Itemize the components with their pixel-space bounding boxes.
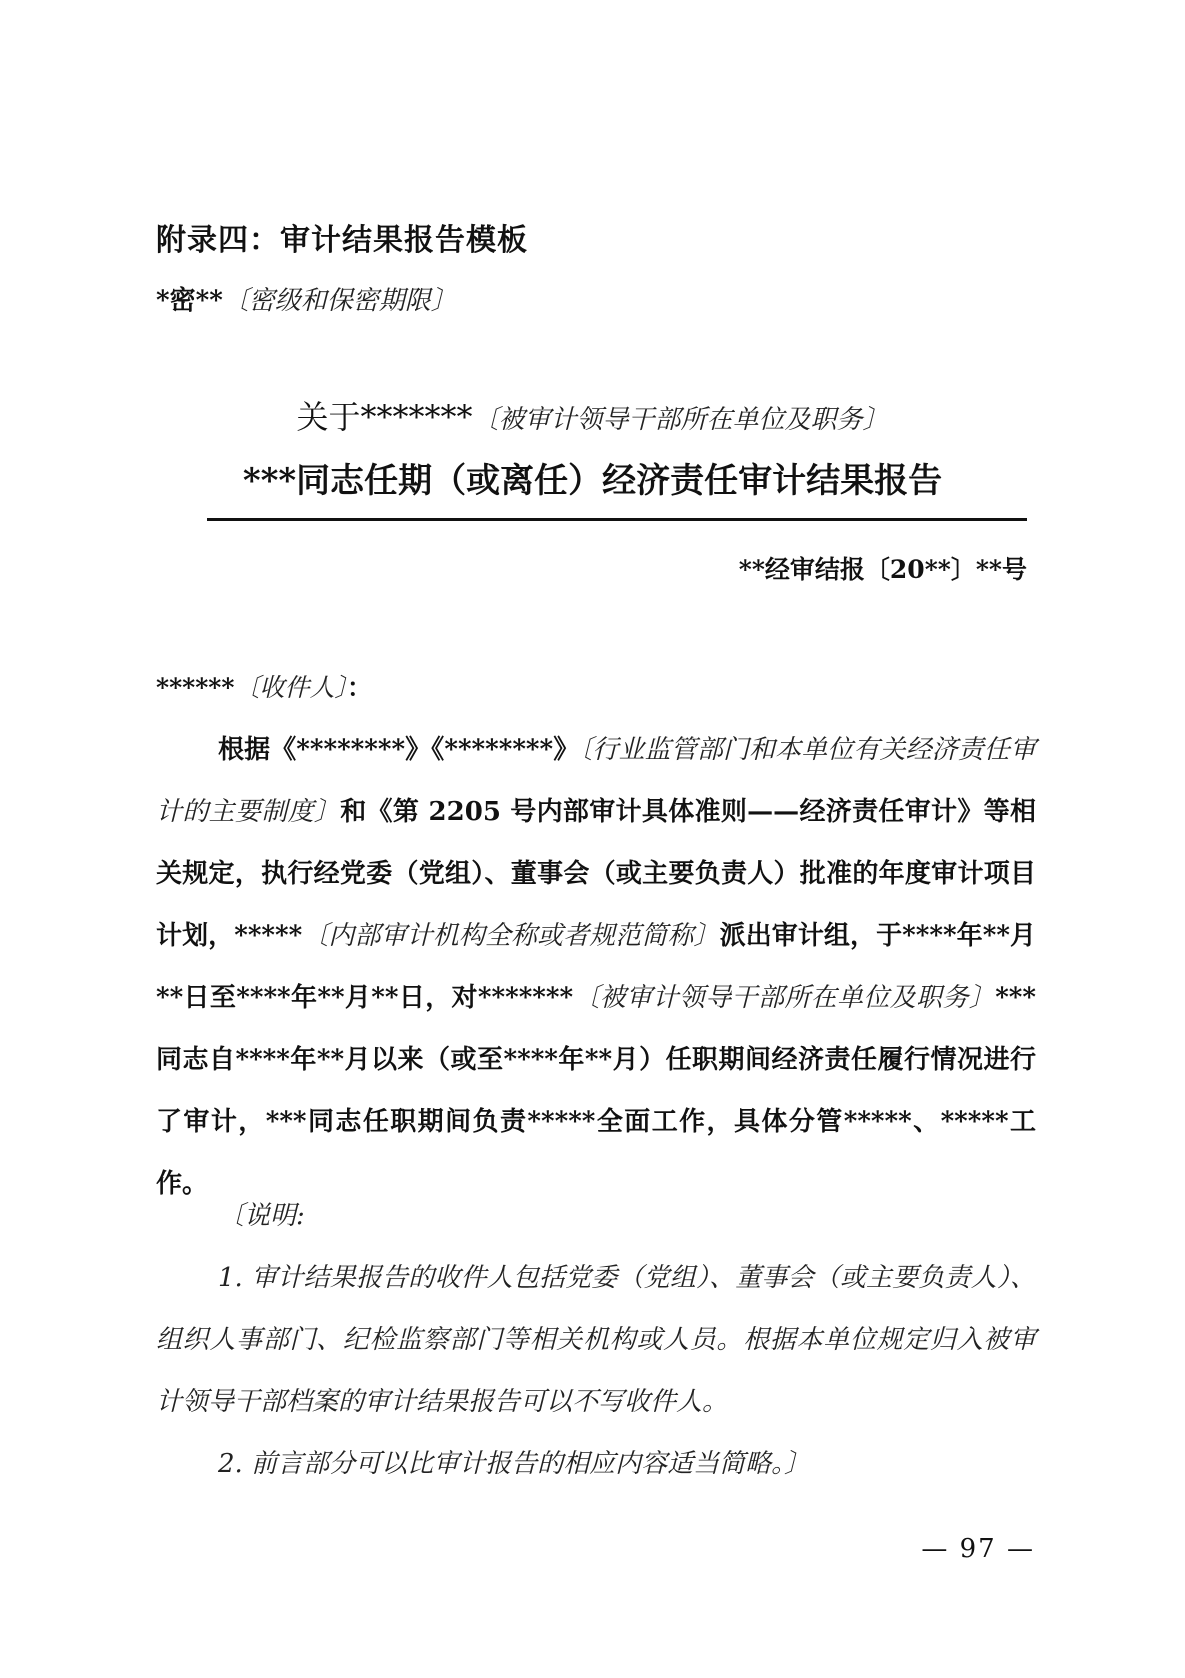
title-divider (207, 518, 1027, 521)
page-number: — 97 — (921, 1534, 1035, 1564)
title-prefix: 关于******* (296, 398, 473, 436)
body-note-2: 〔内部审计机构全称或者规范简称〕 (302, 921, 720, 951)
secrecy-line (156, 280, 457, 317)
recipient-note: 〔收件人〕 (234, 673, 347, 702)
recipient-line (156, 668, 372, 704)
document-number: **经审结报〔20**〕**号 (738, 555, 1027, 584)
body-note-1: 〔行业监管部门和本单位有关经济责任审计的主要制度〕 (156, 735, 1036, 827)
body-note-3: 〔被审计领导干部所在单位及职务〕 (573, 983, 996, 1013)
note-item-1: 1. 审计结果报告的收件人包括党委（党组）、董事会（或主要负责人）、组织人事部门、纪检监察部门等相关机构或人员。根据本单位规定归入被审计领导干部档案的审计结果报告可以不写收件人。 (156, 1263, 1036, 1417)
recipient-mark: ****** (156, 673, 235, 702)
note-item-2: 2. 前言部分可以比审计报告的相应内容适当简略。〕 (218, 1449, 811, 1479)
title-unit-note: 〔被审计领导干部所在单位及职务〕 (472, 405, 889, 435)
recipient-colon: ： (346, 673, 372, 702)
body-segment-3: 派出审计组，于****年**月**日至****年**月**日，对******* (156, 921, 1036, 1013)
body-segment-1: 根据《********》《********》 (218, 735, 580, 765)
report-title-line1 (0, 392, 1185, 438)
report-title-line2: ***同志任期（或离任）经济责任审计结果报告 (242, 461, 943, 501)
secrecy-mark: *密** (156, 286, 223, 316)
body-segment-2: 和《第 2205 号内部审计具体准则——经济责任审计》等相关规定，执行经党委（党组）、董事会（或主要负责人）批准的年度审计项目计划，***** (156, 797, 1036, 951)
secrecy-note: 〔密级和保密期限〕 (222, 286, 457, 316)
body-segment-4: ***同志自****年**月以来（或至****年**月）任职期间经济责任履行情况进行了审计，***同志任职期间负责*****全面工作，具体分管*****、*****工作。 (156, 983, 1036, 1199)
appendix-title: 附录四：审计结果报告模板 (156, 223, 528, 258)
notes-heading: 〔说明: (218, 1201, 305, 1231)
body-paragraph (156, 719, 1036, 1215)
